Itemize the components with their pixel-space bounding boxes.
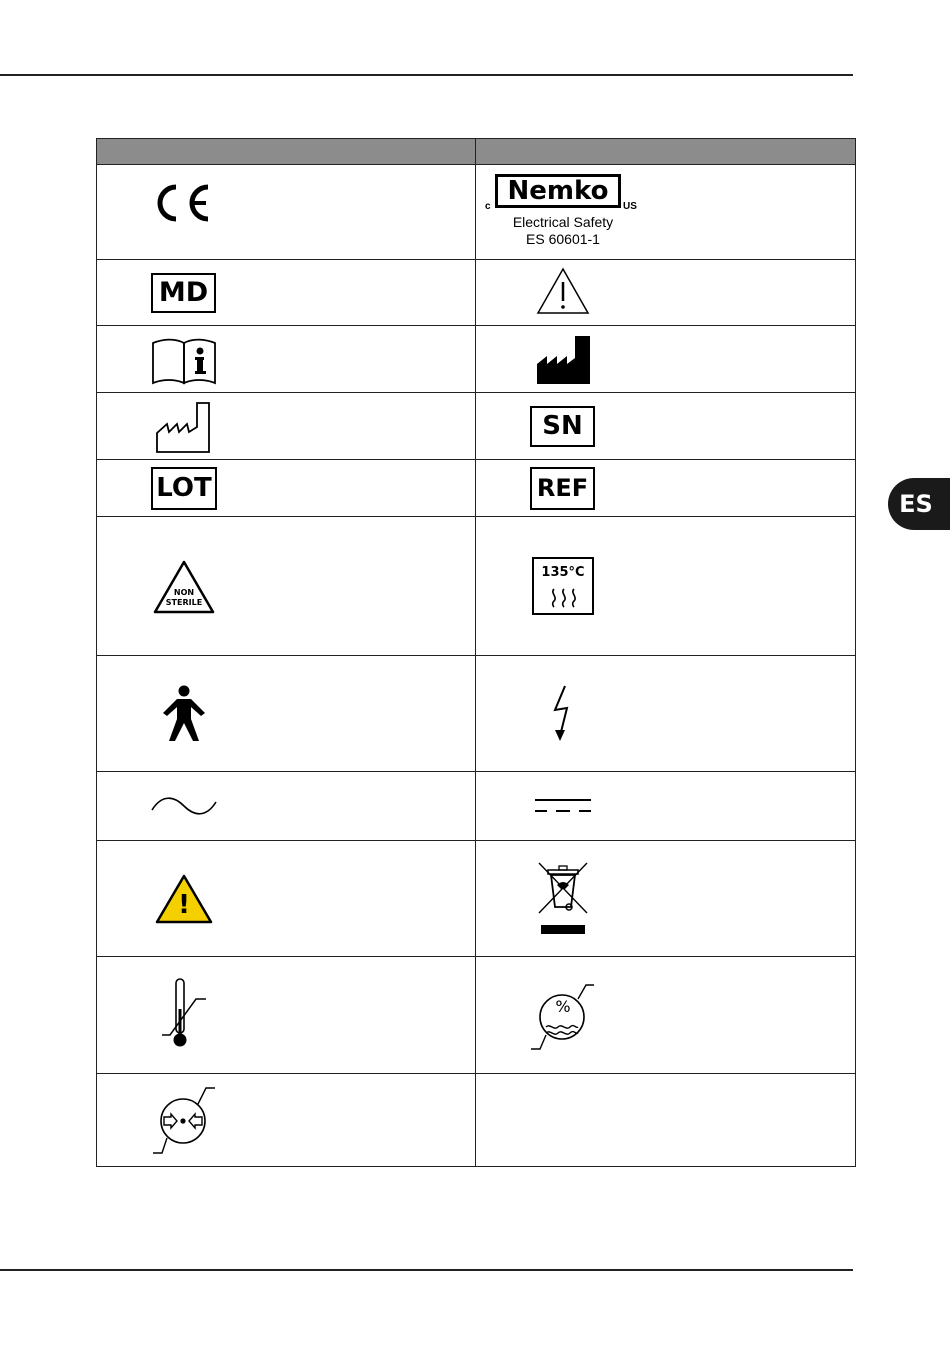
consult-instructions-icon [151, 337, 217, 385]
table-cell [476, 460, 856, 517]
ce-mark-icon [152, 183, 214, 223]
table-row [97, 1074, 856, 1167]
serial-number-icon: SN [530, 406, 595, 447]
table-row [97, 393, 856, 460]
table-cell [476, 517, 856, 656]
table-cell [97, 1074, 476, 1167]
catalogue-number-icon: REF [530, 467, 595, 510]
autoclave-icon [532, 557, 594, 615]
table-cell [476, 841, 856, 957]
table-row [97, 165, 856, 260]
table-row [97, 260, 856, 326]
table-row [97, 656, 856, 772]
table-cell [97, 460, 476, 517]
humidity-limit-icon [530, 983, 596, 1053]
table-cell [97, 326, 476, 393]
table-cell [97, 165, 476, 260]
table-cell [97, 517, 476, 656]
table-cell [97, 393, 476, 460]
table-cell [97, 772, 476, 841]
table-header-row [97, 139, 856, 165]
humidity-percent: % [555, 997, 571, 1016]
table-row [97, 841, 856, 957]
table-row [97, 460, 856, 517]
caution-triangle-icon [535, 266, 591, 316]
table-cell [476, 393, 856, 460]
table-row [97, 957, 856, 1074]
nemko-mark-icon [476, 165, 855, 259]
table-cell [97, 260, 476, 326]
direct-current-icon [533, 794, 593, 816]
header-rule [0, 74, 853, 76]
nemko-c-label: c [485, 201, 491, 212]
table-row [97, 772, 856, 841]
non-sterile-line1: NON [173, 588, 195, 597]
table-row [97, 326, 856, 393]
non-sterile-line2: STERILE [165, 598, 203, 607]
table-cell [476, 260, 856, 326]
date-of-manufacture-icon [155, 400, 213, 454]
table-cell [476, 165, 856, 260]
non-sterile-label [152, 588, 216, 608]
temperature-limit-icon [160, 977, 210, 1053]
table-cell [97, 656, 476, 772]
table-cell-empty [476, 1074, 856, 1167]
alternating-current-icon [150, 794, 218, 818]
nemko-line1: Electrical Safety [512, 214, 614, 230]
lot-number-icon: LOT [151, 467, 217, 510]
language-tab[interactable]: ES [888, 478, 950, 530]
nemko-line2: ES 60601-1 [526, 231, 600, 247]
nemko-us-label: US [623, 201, 637, 212]
footer-rule [0, 1269, 853, 1271]
nemko-brand: Nemko [495, 174, 621, 208]
medical-device-icon: MD [151, 273, 216, 313]
symbols-table [96, 138, 856, 1167]
steam-waves-icon [549, 587, 579, 609]
type-b-applied-part-icon [161, 685, 207, 743]
table-cell [476, 772, 856, 841]
weee-bin-icon [535, 861, 591, 937]
autoclave-temperature: 135°C [541, 565, 585, 580]
header-right [476, 139, 856, 165]
pressure-limit-icon [152, 1086, 218, 1156]
high-voltage-icon [551, 684, 575, 744]
table-cell [476, 656, 856, 772]
manufacturer-icon [535, 334, 591, 386]
table-cell [97, 841, 476, 957]
table-cell [97, 957, 476, 1074]
table-cell [476, 326, 856, 393]
header-left [97, 139, 476, 165]
table-row [97, 517, 856, 656]
table-cell [476, 957, 856, 1074]
warning-exclamation: ! [178, 890, 190, 920]
